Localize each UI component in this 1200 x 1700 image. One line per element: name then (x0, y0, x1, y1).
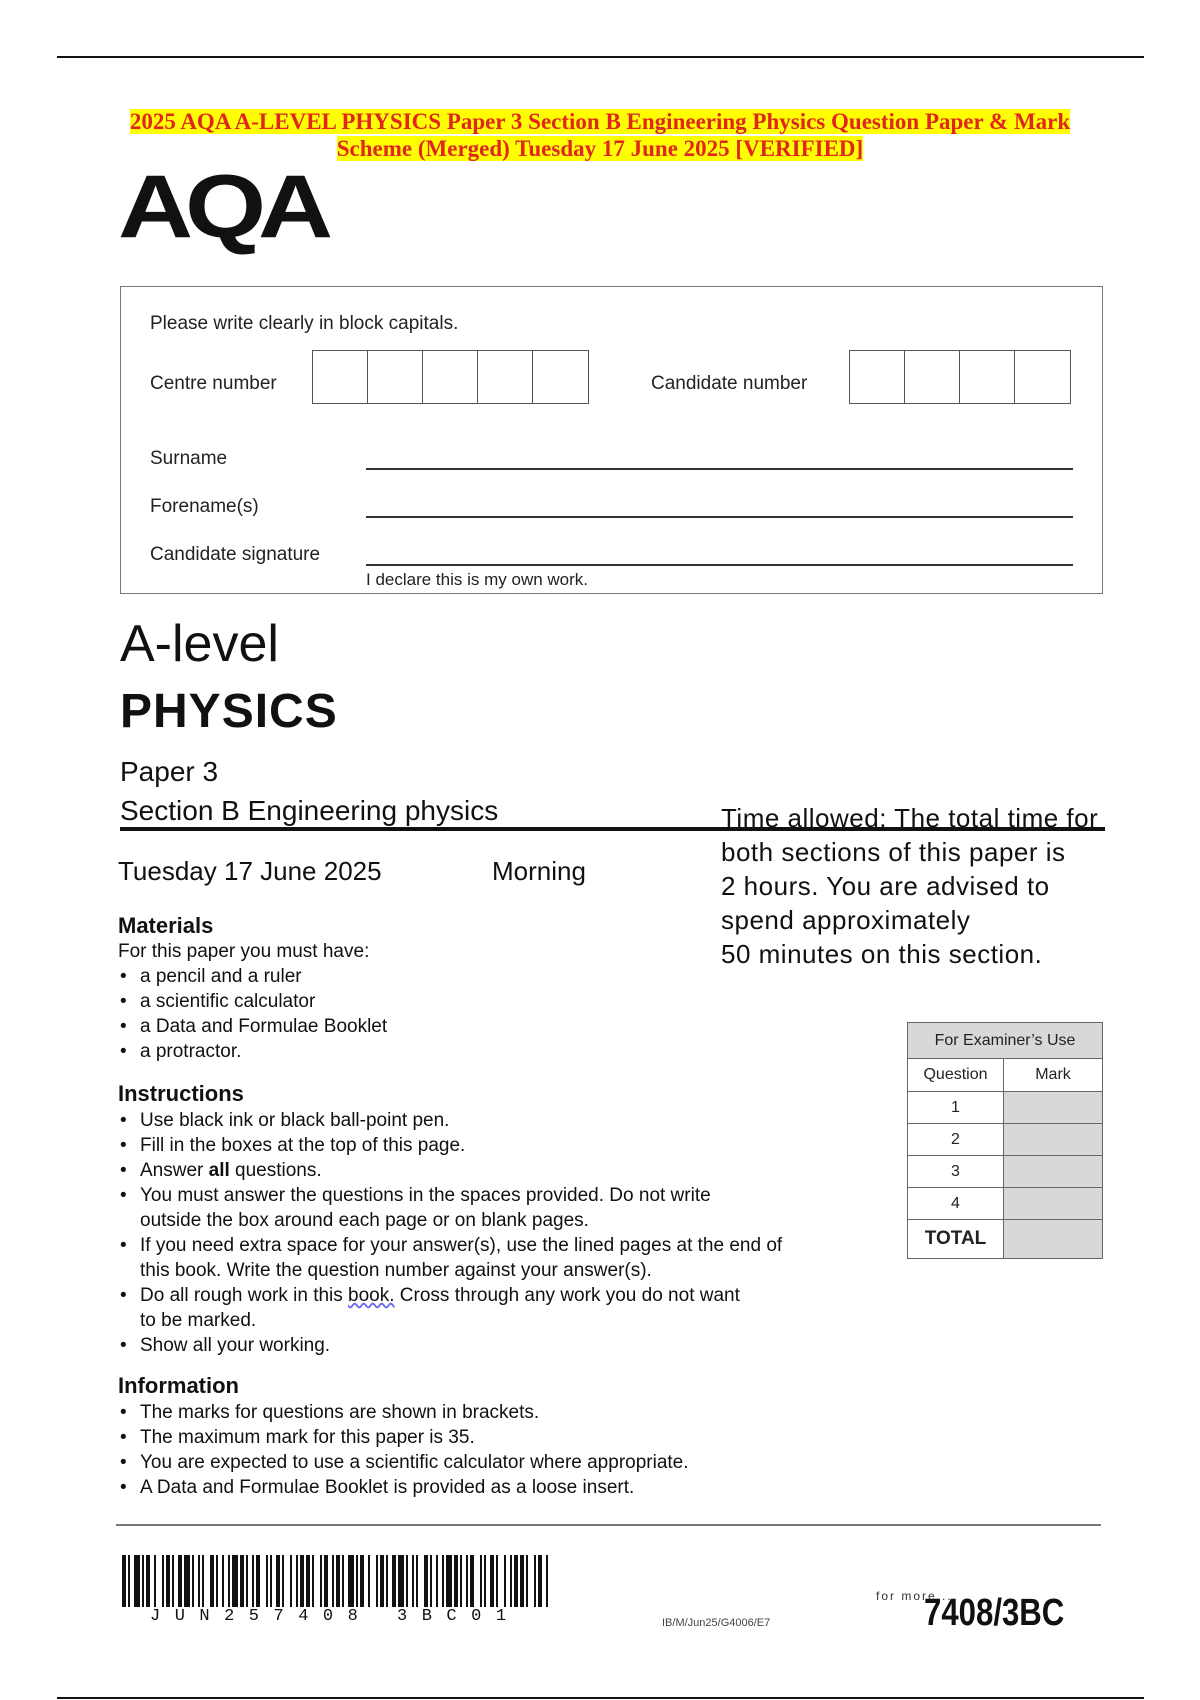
barcode-bar (202, 1555, 204, 1607)
centre-digit-box[interactable] (368, 351, 423, 403)
barcode-bar (276, 1555, 280, 1607)
question-number: 1 (908, 1092, 1004, 1124)
text: outside the box around each page or on blank pages. (140, 1210, 589, 1231)
mark-cell (1004, 1156, 1103, 1188)
barcode-bar (398, 1555, 404, 1607)
text: to be marked. (140, 1310, 257, 1331)
mark-column-header: Mark (1004, 1059, 1103, 1092)
examiner-use-table (907, 1022, 1103, 1259)
barcode-bar (368, 1555, 370, 1607)
barcode-bar (430, 1555, 432, 1607)
barcode-bar (442, 1555, 444, 1607)
candidate-details-box (120, 286, 1103, 594)
barcode-bar (192, 1555, 194, 1607)
barcode-bar (360, 1555, 364, 1607)
forename-label: Forename(s) (150, 496, 259, 517)
barcode-bar (470, 1555, 474, 1607)
information-heading: Information (118, 1373, 239, 1398)
barcode-bar (356, 1555, 358, 1607)
time-line: spend approximately (721, 905, 971, 935)
block-capitals-instruction: Please write clearly in block capitals. (150, 313, 459, 334)
top-rule (57, 56, 1144, 58)
centre-number-label: Centre number (150, 373, 277, 394)
information-list (118, 1400, 689, 1500)
barcode-bar (142, 1555, 144, 1607)
candidate-digit-box[interactable] (850, 351, 905, 403)
barcode-bar (134, 1555, 140, 1607)
section-title: Section B Engineering physics (120, 795, 499, 826)
barcode-bar (480, 1555, 482, 1607)
barcode-bar (320, 1555, 322, 1607)
banner-line-1: 2025 AQA A-LEVEL PHYSICS Paper 3 Section B Engineering Physics Question Paper & Mark (129, 109, 1071, 134)
barcode-bar (266, 1555, 268, 1607)
barcode-bar (270, 1555, 272, 1607)
text: this book. Write the question number against your answer(s). (140, 1260, 652, 1281)
barcode-bar (386, 1555, 388, 1607)
surname-field[interactable] (366, 468, 1073, 470)
candidate-digit-box[interactable] (1015, 351, 1070, 403)
candidate-number-boxes[interactable] (849, 350, 1071, 404)
banner-line-2: Scheme (Merged) Tuesday 17 June 2025 [VERIFIED] (336, 136, 864, 161)
mark-cell (1004, 1092, 1103, 1124)
barcode-bar (256, 1555, 260, 1607)
list-item: • Fill in the boxes at the top of this page. (118, 1133, 782, 1158)
candidate-number-label: Candidate number (651, 373, 808, 394)
barcode-bar (172, 1555, 174, 1607)
centre-digit-box[interactable] (533, 351, 588, 403)
centre-digit-box[interactable] (478, 351, 533, 403)
barcode-bar (460, 1555, 462, 1607)
surname-label: Surname (150, 448, 228, 469)
list-item: • a protractor. (118, 1039, 387, 1064)
barcode-bar (342, 1555, 344, 1607)
barcode-bar (424, 1555, 428, 1607)
total-mark-cell (1004, 1220, 1103, 1259)
barcode-bar (178, 1555, 182, 1607)
barcode-bar (454, 1555, 458, 1607)
barcode-bar (446, 1555, 452, 1607)
barcode-bar (534, 1555, 536, 1607)
barcode-bar (122, 1555, 126, 1607)
barcode-bar (514, 1555, 518, 1607)
paper-code: 7408/3BC (924, 1592, 1065, 1634)
barcode-bar (412, 1555, 414, 1607)
barcode-bar (162, 1555, 164, 1607)
barcode-bar (210, 1555, 214, 1607)
barcode-bar (332, 1555, 334, 1607)
text: Cross through any work you do not want (394, 1285, 740, 1306)
reference-code: IB/M/Jun25/G4006/E7 (662, 1617, 771, 1629)
instructions-heading: Instructions (118, 1081, 244, 1106)
exam-date: Tuesday 17 June 2025 (118, 856, 382, 886)
barcode-bar (348, 1555, 354, 1607)
barcode-bar (306, 1555, 310, 1607)
qualification-title: A-level (120, 615, 279, 673)
subject-title: PHYSICS (120, 685, 338, 738)
list-item (118, 1233, 782, 1283)
barcode-bar (228, 1555, 230, 1607)
barcode-bar (490, 1555, 494, 1607)
total-label: TOTAL (908, 1220, 1004, 1259)
list-item: • A Data and Formulae Booklet is provided as a loose insert. (118, 1475, 689, 1500)
barcode-bar (154, 1555, 156, 1607)
barcode-text: JUN257408 3BC01 (150, 1607, 521, 1626)
examiner-table-title: For Examiner’s Use (908, 1023, 1103, 1059)
spellcheck-word: book. (348, 1285, 395, 1306)
barcode-bar (290, 1555, 292, 1607)
list-item: • Show all your working. (118, 1333, 782, 1358)
barcode-bar (198, 1555, 200, 1607)
list-item (118, 1158, 782, 1183)
barcode-bar (546, 1555, 548, 1607)
exam-session: Morning (492, 856, 586, 886)
barcode-bar (300, 1555, 304, 1607)
aqa-logo: AQA (118, 156, 326, 257)
centre-digit-box[interactable] (423, 351, 478, 403)
barcode-bar (232, 1555, 238, 1607)
barcode-bar (496, 1555, 498, 1607)
barcode-bar (282, 1555, 284, 1607)
footer-rule (116, 1524, 1101, 1526)
signature-label: Candidate signature (150, 544, 321, 565)
barcode-bar (416, 1555, 418, 1607)
centre-digit-box[interactable] (313, 351, 368, 403)
barcode-bar (406, 1555, 408, 1607)
list-item: • The marks for questions are shown in brackets. (118, 1400, 689, 1425)
document-banner (100, 108, 1100, 162)
text: questions. (229, 1160, 322, 1181)
list-item: • Use black ink or black ball-point pen. (118, 1108, 782, 1133)
question-column-header: Question (908, 1059, 1004, 1092)
paper-number: Paper 3 (120, 756, 219, 787)
signature-field[interactable] (366, 564, 1073, 566)
instructions-list (118, 1108, 782, 1358)
bottom-rule (57, 1697, 1144, 1699)
list-item (118, 1183, 782, 1233)
time-line: 50 minutes on this section. (721, 939, 1043, 969)
barcode-bar (380, 1555, 384, 1607)
barcode-bar (246, 1555, 248, 1607)
list-item: • a Data and Formulae Booklet (118, 1014, 387, 1039)
materials-list (118, 964, 387, 1064)
barcode-bar (436, 1555, 438, 1607)
barcode-bar (504, 1555, 506, 1607)
text: Do all rough work in this (140, 1285, 349, 1306)
time-line: 2 hours. You are advised to (721, 871, 1050, 901)
time-line: both sections of this paper is (721, 837, 1066, 867)
time-allowed (721, 801, 1121, 971)
question-number: 2 (908, 1124, 1004, 1156)
candidate-digit-box[interactable] (960, 351, 1015, 403)
barcode-bar (128, 1555, 130, 1607)
barcode-bar (376, 1555, 378, 1607)
barcode-bar (484, 1555, 486, 1607)
materials-intro: For this paper you must have: (118, 941, 370, 962)
watermark-text: for more... (876, 1589, 953, 1603)
barcode-bar (166, 1555, 170, 1607)
barcode-bar (216, 1555, 218, 1607)
barcode-bar (336, 1555, 340, 1607)
time-line: Time allowed: The total time for (721, 803, 1099, 833)
barcode-bar (526, 1555, 528, 1607)
barcode-bar (520, 1555, 524, 1607)
barcode-bar (510, 1555, 512, 1607)
barcode-bar (240, 1555, 244, 1607)
list-item (118, 1283, 782, 1333)
text: You must answer the questions in the spaces provided. Do not write (140, 1185, 711, 1206)
emphasis: all (208, 1160, 230, 1181)
barcode-bar (184, 1555, 190, 1607)
barcode-bar (324, 1555, 328, 1607)
barcode-image (122, 1555, 550, 1607)
materials-heading: Materials (118, 913, 214, 938)
barcode-bar (252, 1555, 254, 1607)
question-number: 4 (908, 1188, 1004, 1220)
list-item: • The maximum mark for this paper is 35. (118, 1425, 689, 1450)
barcode-bar (296, 1555, 298, 1607)
barcode-bar (466, 1555, 468, 1607)
mark-cell (1004, 1124, 1103, 1156)
text: Answer (140, 1160, 209, 1181)
barcode-bar (146, 1555, 150, 1607)
list-item: • a pencil and a ruler (118, 964, 387, 989)
centre-number-boxes[interactable] (312, 350, 589, 404)
list-item: • You are expected to use a scientific calculator where appropriate. (118, 1450, 689, 1475)
barcode-bar (312, 1555, 314, 1607)
list-item: • a scientific calculator (118, 989, 387, 1014)
text: If you need extra space for your answer(s), use the lined pages at the end of (140, 1235, 783, 1256)
forename-field[interactable] (366, 516, 1073, 518)
barcode-bar (392, 1555, 396, 1607)
barcode-bar (222, 1555, 224, 1607)
question-number: 3 (908, 1156, 1004, 1188)
candidate-digit-box[interactable] (905, 351, 960, 403)
barcode-bar (538, 1555, 542, 1607)
mark-cell (1004, 1188, 1103, 1220)
declaration-text: I declare this is my own work. (366, 570, 589, 589)
